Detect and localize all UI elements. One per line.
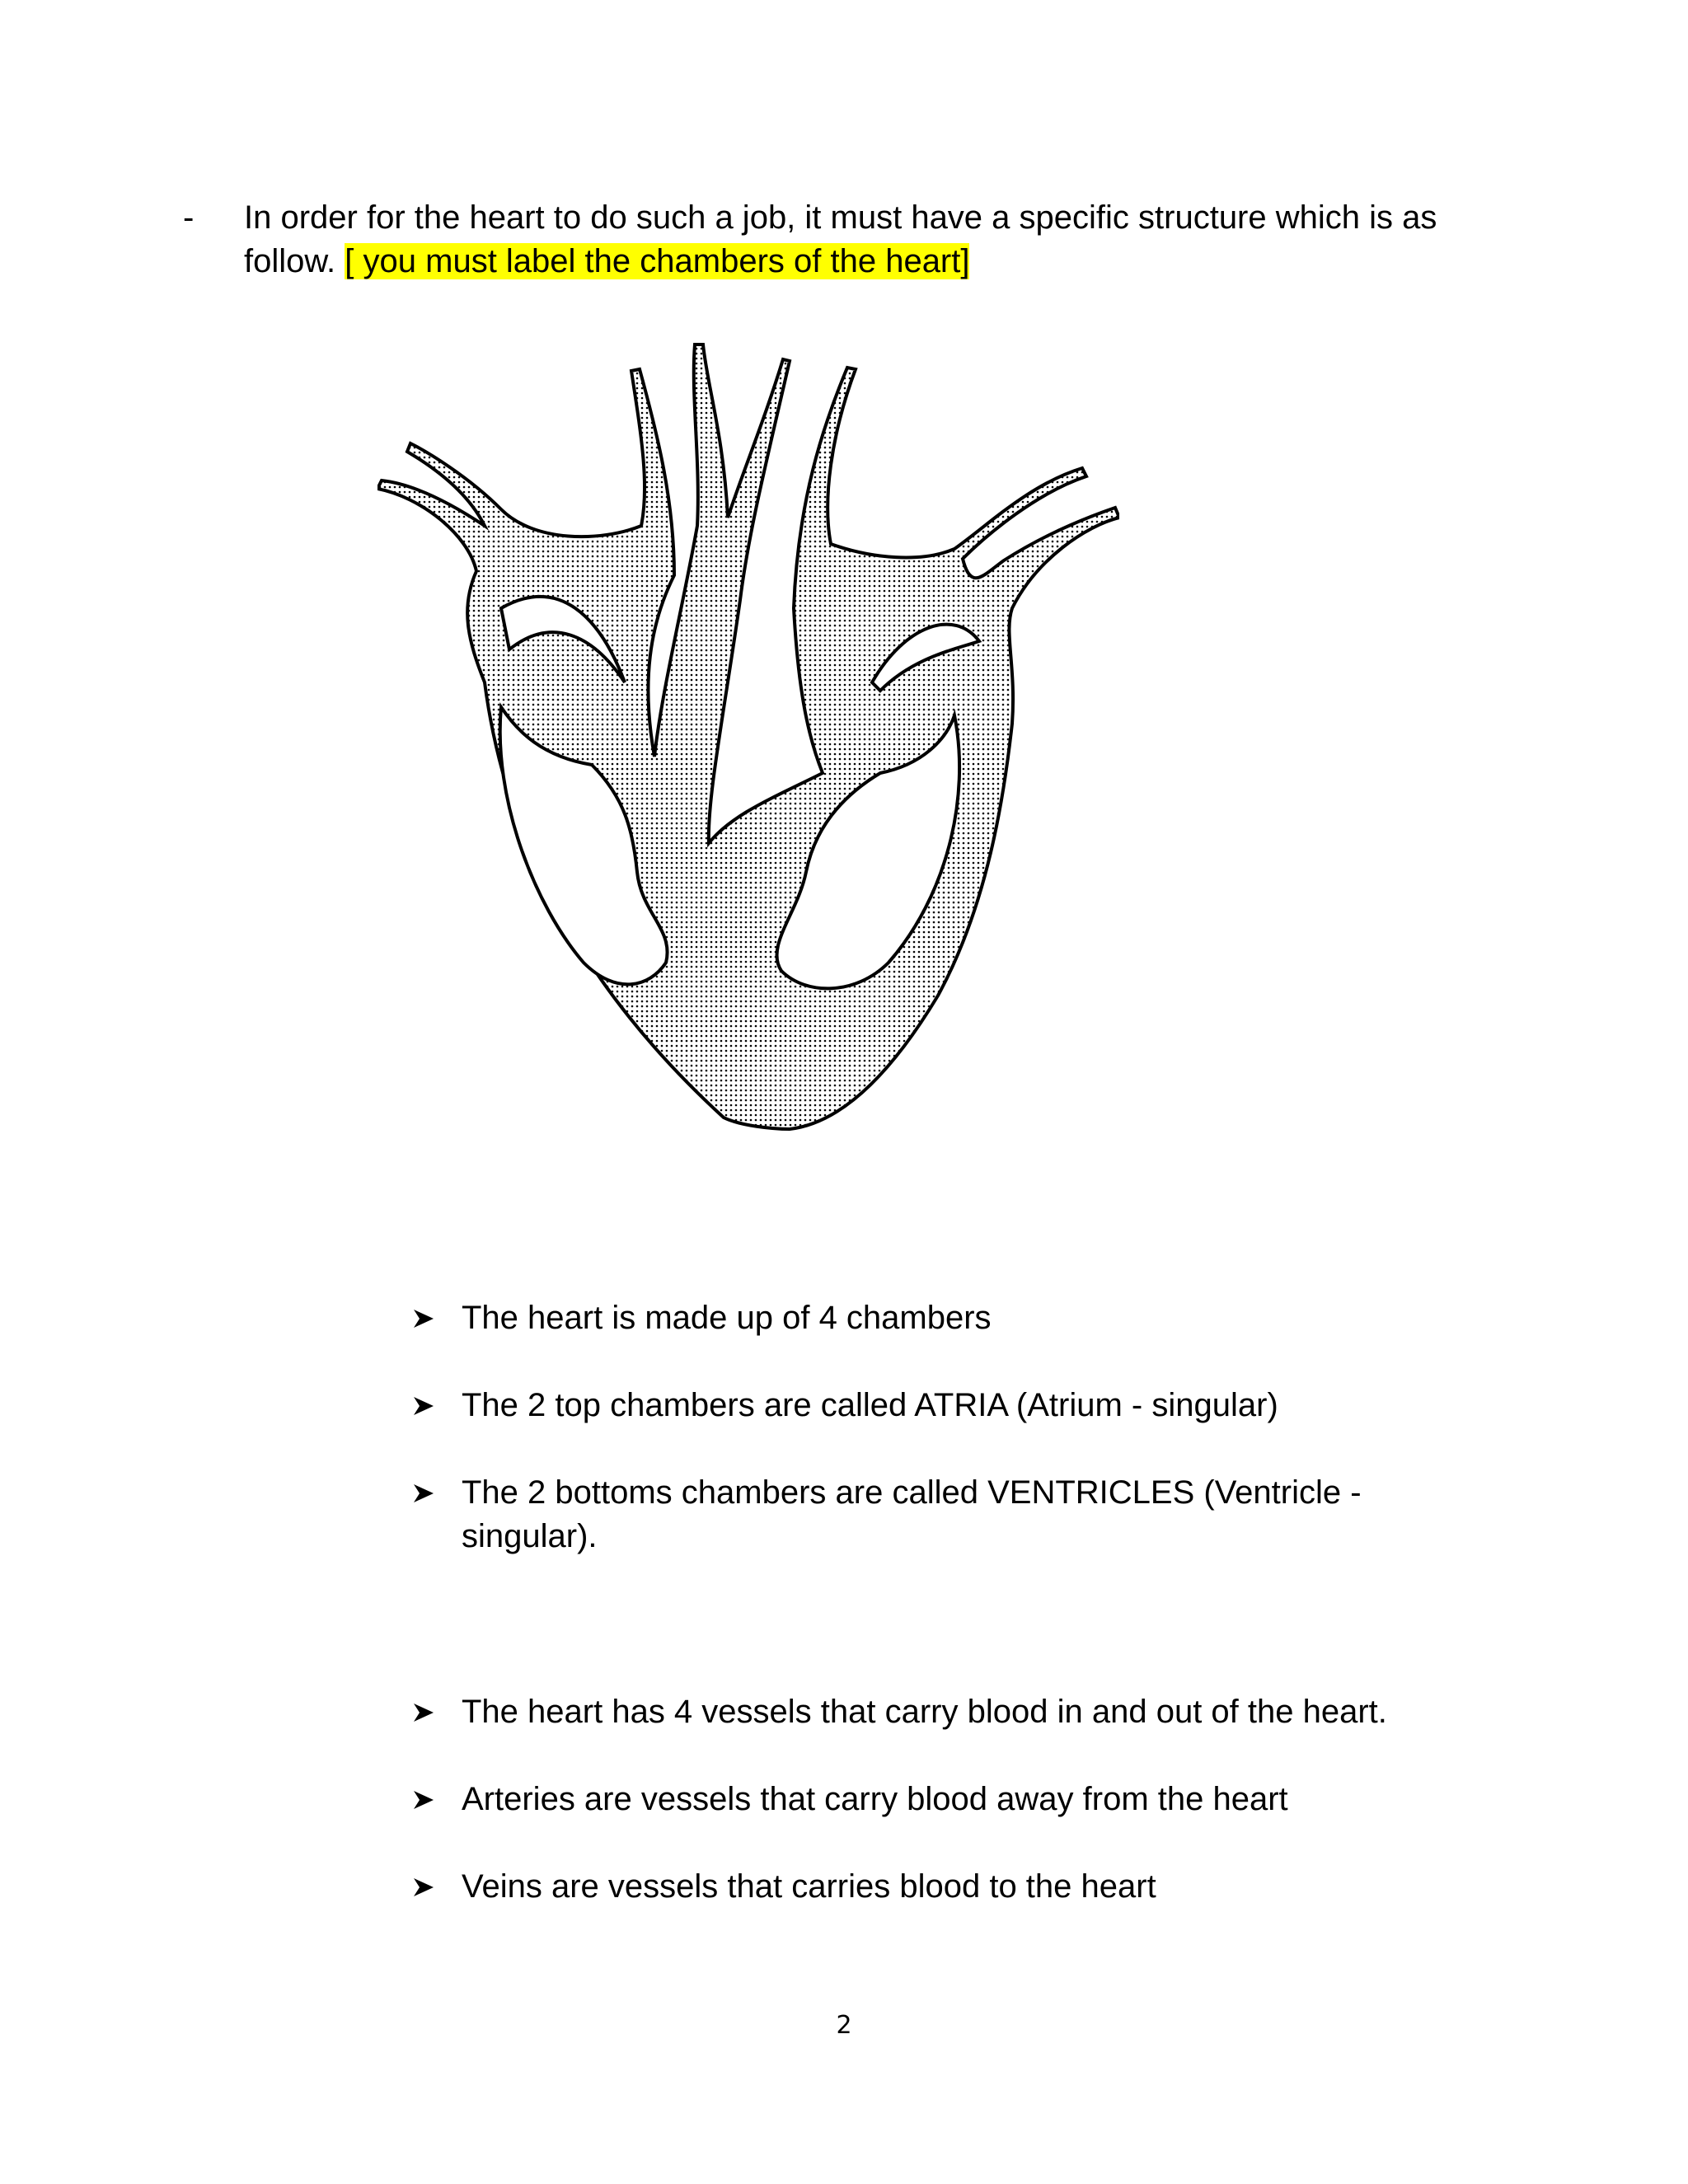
bullet-text: The heart is made up of 4 chambers [462, 1300, 992, 1336]
list-item [412, 1296, 1484, 1340]
intro-dash: - [183, 199, 195, 236]
heart-diagram [377, 336, 1119, 1132]
list-item [412, 1471, 1434, 1558]
intro-paragraph [183, 196, 1513, 284]
heart-wall [377, 344, 1119, 1129]
list-item [412, 1384, 1484, 1427]
arrow-bullet-icon [412, 1394, 435, 1418]
bullet-text: Arteries are vessels that carry blood away from the heart [462, 1781, 1288, 1817]
list-item [412, 1690, 1484, 1734]
page-number: 2 [836, 2011, 852, 2040]
chambers-bullet-list [412, 1296, 1484, 1558]
bullet-text: The heart has 4 vessels that carry blood in and out of the heart. [462, 1694, 1387, 1730]
arrow-bullet-icon [412, 1482, 435, 1505]
intro-text: In order for the heart to do such a job, it must have a specific structure which is as follow. [244, 199, 1437, 279]
vessels-bullet-list [412, 1690, 1484, 1909]
intro-highlight: [ you must label the chambers of the heart] [345, 243, 970, 279]
arrow-bullet-icon [412, 1701, 435, 1724]
list-item [412, 1865, 1484, 1909]
arrow-bullet-icon [412, 1788, 435, 1811]
arrow-bullet-icon [412, 1307, 435, 1330]
bullet-text: The 2 bottoms chambers are called VENTRICLES (Ventricle - singular). [462, 1474, 1362, 1554]
arrow-bullet-icon [412, 1876, 435, 1899]
bullet-text: The 2 top chambers are called ATRIA (Atrium - singular) [462, 1387, 1278, 1423]
bullet-text: Veins are vessels that carries blood to the heart [462, 1868, 1156, 1905]
list-item [412, 1778, 1484, 1821]
